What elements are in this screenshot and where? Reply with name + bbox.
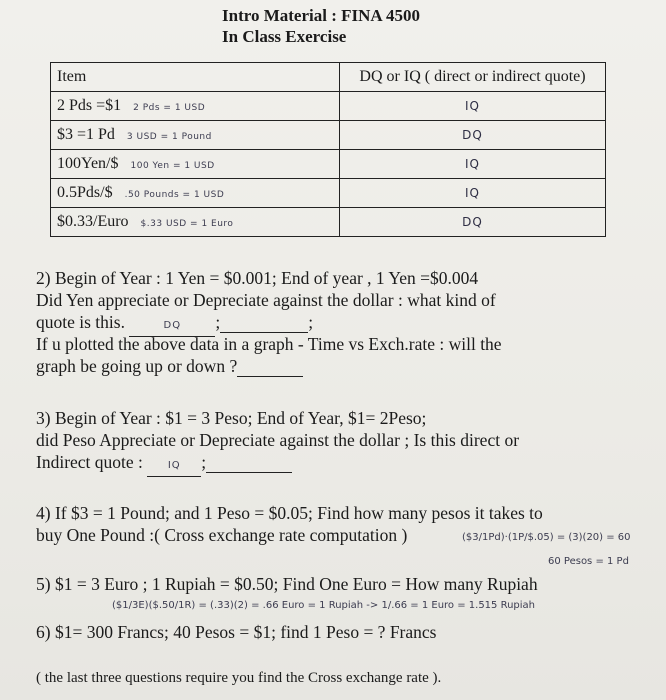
item-cell: $0.33/Euro xyxy=(57,213,129,230)
page-subtitle: In Class Exercise xyxy=(222,27,347,46)
q6-line1: 6) $1= 300 Francs; 40 Pesos = $1; find 1 Peso = ? Francs xyxy=(36,622,437,642)
q3-answer-blank xyxy=(147,452,201,477)
table-row xyxy=(51,208,606,237)
item-cell: 2 Pds =$1 xyxy=(57,97,122,114)
q5-line1: 5) $1 = 3 Euro ; 1 Rupiah = $0.50; Find One Euro = How many Rupiah xyxy=(36,574,538,594)
q4-handwritten-answer: 60 Pesos = 1 Pd xyxy=(548,556,629,567)
q3-blank-2 xyxy=(206,452,292,473)
q4-line2: buy One Pound :( Cross exchange rate computation ) xyxy=(36,525,408,545)
q2-line5 xyxy=(36,356,303,377)
table-row xyxy=(51,150,606,179)
q3-line3 xyxy=(36,452,292,477)
q2-graph-question: graph be going up or down ? xyxy=(36,356,238,376)
quote-table xyxy=(50,62,606,237)
handwritten-note: .50 Pounds = 1 USD xyxy=(124,190,225,200)
q2-line2: Did Yen appreciate or Depreciate against the dollar : what kind of xyxy=(36,290,496,310)
answer-cell: DQ xyxy=(462,128,483,142)
handwritten-note: $.33 USD = 1 Euro xyxy=(140,219,234,229)
q2-blank-2 xyxy=(220,312,308,333)
footer-note: ( the last three questions require you find the Cross exchange rate ). xyxy=(36,670,442,686)
item-cell: $3 =1 Pd xyxy=(57,126,115,143)
page-title: Intro Material : FINA 4500 xyxy=(222,6,420,25)
item-cell: 0.5Pds/$ xyxy=(57,184,113,201)
q3-separator: ; xyxy=(201,452,207,472)
q2-line4: If u plotted the above data in a graph - Time vs Exch.rate : will the xyxy=(36,334,502,354)
handwritten-note: 2 Pds = 1 USD xyxy=(133,103,206,113)
table-header-row xyxy=(51,63,606,92)
q3-quote-prompt: Indirect quote : xyxy=(36,452,143,472)
q4-line1: 4) If $3 = 1 Pound; and 1 Peso = $0.05; Find how many pesos it takes to xyxy=(36,503,543,523)
q3-line2: did Peso Appreciate or Depreciate against the dollar ; Is this direct or xyxy=(36,430,520,450)
answer-cell: IQ xyxy=(465,99,480,113)
column-header-item: Item xyxy=(51,63,340,92)
q5-handwritten-work: ($1/3E)($.50/1R) = (.33)(2) = .66 Euro = 1 Rupiah -> 1/.66 = 1 Euro = 1.515 Rupiah xyxy=(112,600,536,611)
q2-separator: ; xyxy=(215,312,221,332)
q2-answer: DQ xyxy=(163,320,182,331)
q2-graph-blank xyxy=(237,356,303,377)
answer-cell: DQ xyxy=(462,215,483,229)
q2-quote-prompt: quote is this. xyxy=(36,312,125,332)
item-cell: 100Yen/$ xyxy=(57,155,119,172)
table-row xyxy=(51,92,606,121)
answer-cell: IQ xyxy=(465,186,480,200)
table-row xyxy=(51,179,606,208)
q2-line1: 2) Begin of Year : 1 Yen = $0.001; End of year , 1 Yen =$0.004 xyxy=(36,268,479,288)
handwritten-note: 100 Yen = 1 USD xyxy=(130,161,215,171)
q2-separator-end: ; xyxy=(308,312,314,332)
q3-answer: IQ xyxy=(167,460,181,471)
q3-line1: 3) Begin of Year : $1 = 3 Peso; End of Year, $1= 2Peso; xyxy=(36,408,427,428)
table-row xyxy=(51,121,606,150)
answer-cell: IQ xyxy=(465,157,480,171)
handwritten-note: 3 USD = 1 Pound xyxy=(126,132,212,142)
column-header-quote: DQ or IQ ( direct or indirect quote) xyxy=(340,63,606,92)
q4-handwritten-work: ($3/1Pd)·(1P/$.05) = (3)(20) = 60 xyxy=(462,532,631,543)
